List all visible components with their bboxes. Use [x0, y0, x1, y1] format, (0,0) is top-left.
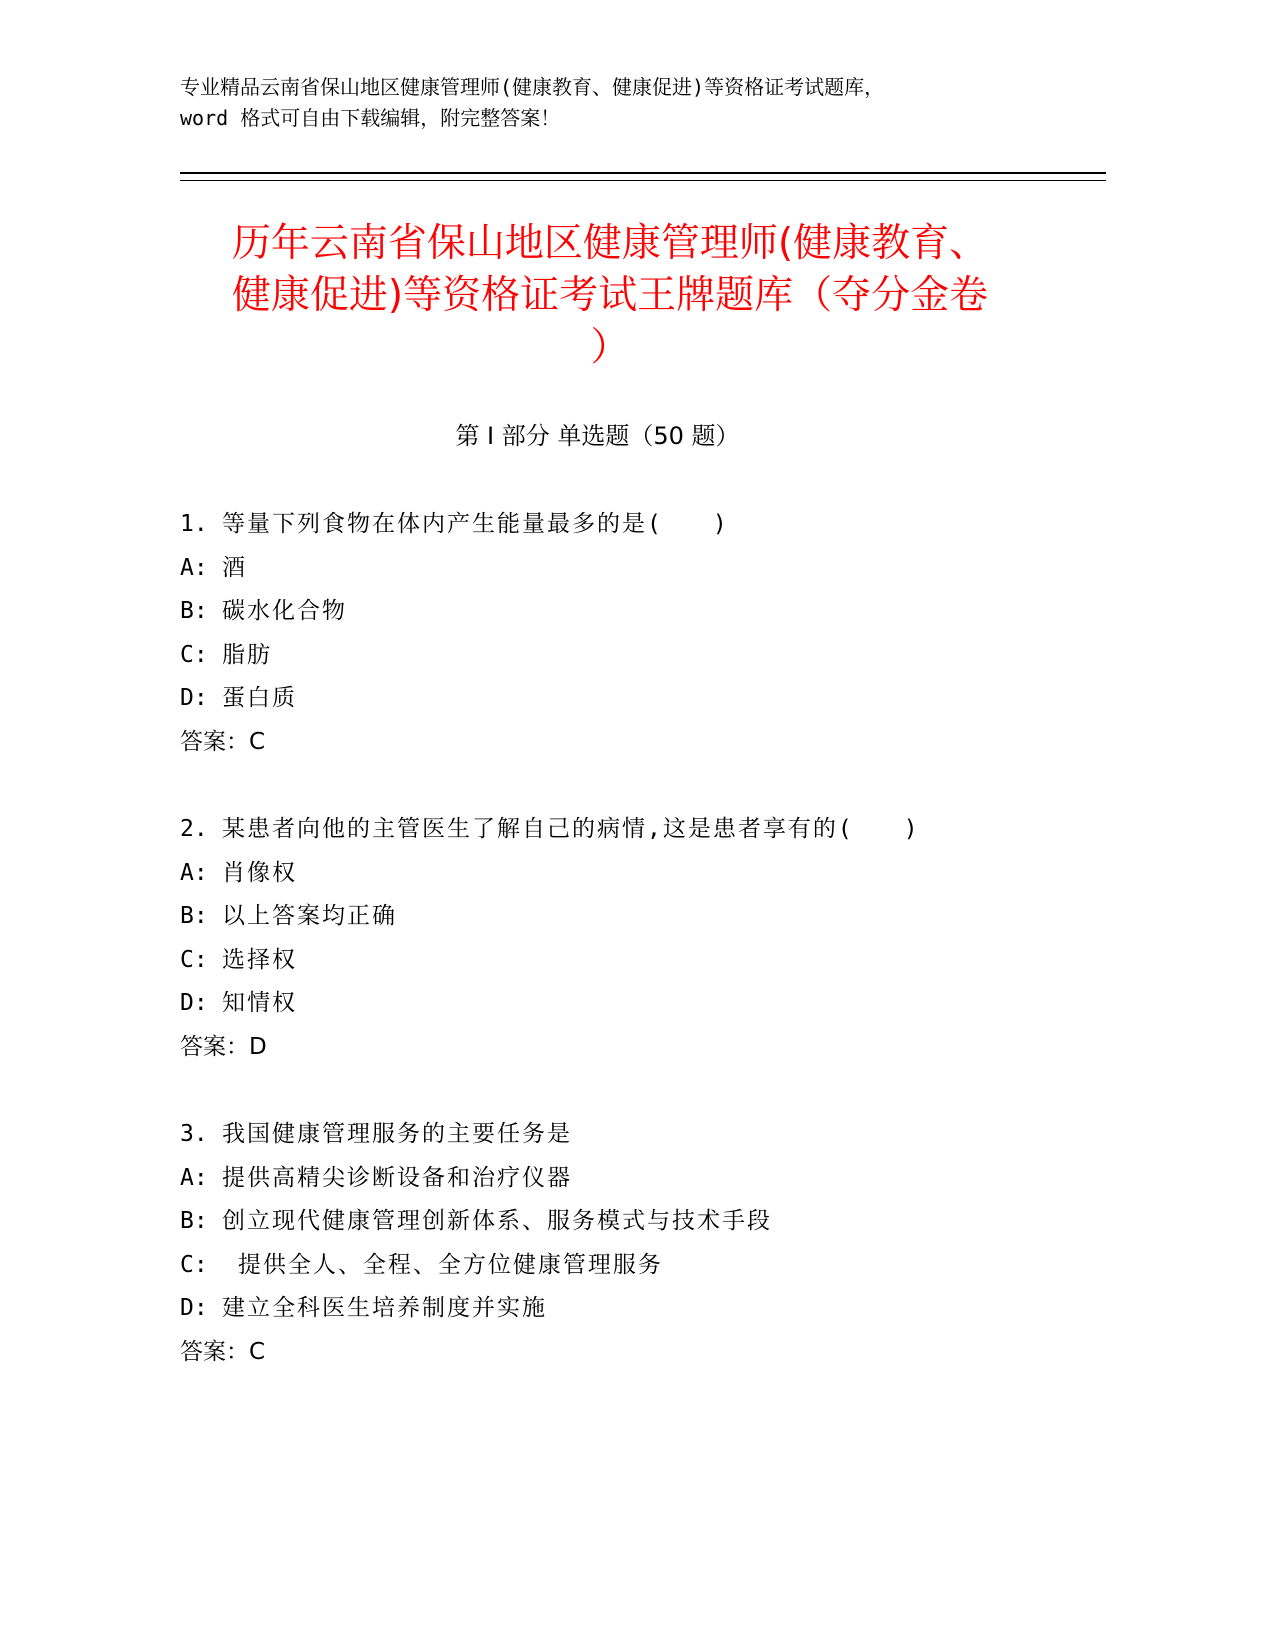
question-stem [180, 808, 1080, 852]
option-a [180, 547, 1080, 591]
option-key: B: [180, 903, 208, 929]
question-2 [180, 808, 1080, 1069]
question-1 [180, 503, 1080, 764]
document-title-line-2: 健康促进)等资格证考试王牌题库（夺分金卷 [231, 273, 989, 318]
document-title-line-1: 历年云南省保山地区健康管理师(健康教育、 [231, 221, 989, 266]
option-key: C: [180, 641, 208, 668]
option-text: 蛋白质 [222, 685, 297, 711]
header-note-line-2: word 格式可自由下载编辑，附完整答案！ [180, 106, 561, 130]
header-note-line-1: 专业精品云南省保山地区健康管理师(健康教育、健康促进)等资格证考试题库， [180, 75, 885, 99]
option-c [180, 939, 1080, 983]
option-d [180, 677, 1080, 721]
option-key: A: [180, 859, 208, 886]
section-heading: 第 I 部分 单选题（50 题） [455, 422, 740, 450]
document-title [180, 218, 1040, 374]
option-text: 知情权 [222, 990, 297, 1016]
question-text: 某患者向他的主管医生了解自己的病情,这是患者享有的( ) [222, 816, 920, 842]
option-d [180, 1287, 1080, 1331]
answer: 答案：C [180, 728, 266, 755]
option-key: D: [180, 990, 208, 1016]
option-text: 创立现代健康管理创新体系、服务模式与技术手段 [222, 1208, 772, 1234]
header-divider-thin [180, 180, 1106, 181]
option-text: 脂肪 [222, 641, 272, 668]
option-c [180, 634, 1080, 678]
option-text: 碳水化合物 [222, 598, 347, 624]
question-number: 3. [180, 1121, 208, 1147]
option-b [180, 590, 1080, 634]
question-text: 等量下列食物在体内产生能量最多的是( ) [222, 511, 729, 537]
option-d [180, 982, 1080, 1026]
option-text: 以上答案均正确 [222, 903, 397, 929]
question-stem [180, 1113, 1080, 1157]
document-title-line-3: ） [590, 325, 630, 370]
answer: 答案：D [180, 1033, 267, 1060]
option-text: 提供高精尖诊断设备和治疗仪器 [222, 1164, 572, 1191]
option-key: C: [180, 946, 208, 973]
question-stem [180, 503, 1080, 547]
option-key: A: [180, 554, 208, 581]
question-text: 我国健康管理服务的主要任务是 [222, 1121, 572, 1147]
option-key: B: [180, 598, 208, 624]
answer: 答案：C [180, 1338, 266, 1365]
header-divider-thick [180, 172, 1106, 174]
option-text: 建立全科医生培养制度并实施 [222, 1295, 547, 1321]
header-note [180, 72, 1110, 134]
option-a [180, 852, 1080, 896]
option-key: C: [180, 1251, 208, 1278]
question-number: 2. [180, 816, 208, 842]
option-text: 选择权 [222, 946, 297, 973]
option-key: D: [180, 1295, 208, 1321]
option-a [180, 1157, 1080, 1201]
option-key: A: [180, 1164, 208, 1191]
question-number: 1. [180, 511, 208, 537]
option-text: 酒 [222, 554, 247, 581]
option-c [180, 1244, 1080, 1288]
option-text: 提供全人、全程、全方位健康管理服务 [222, 1251, 663, 1278]
option-b [180, 895, 1080, 939]
option-text: 肖像权 [222, 859, 297, 886]
question-3 [180, 1113, 1080, 1374]
option-b [180, 1200, 1080, 1244]
option-key: D: [180, 685, 208, 711]
option-key: B: [180, 1208, 208, 1234]
